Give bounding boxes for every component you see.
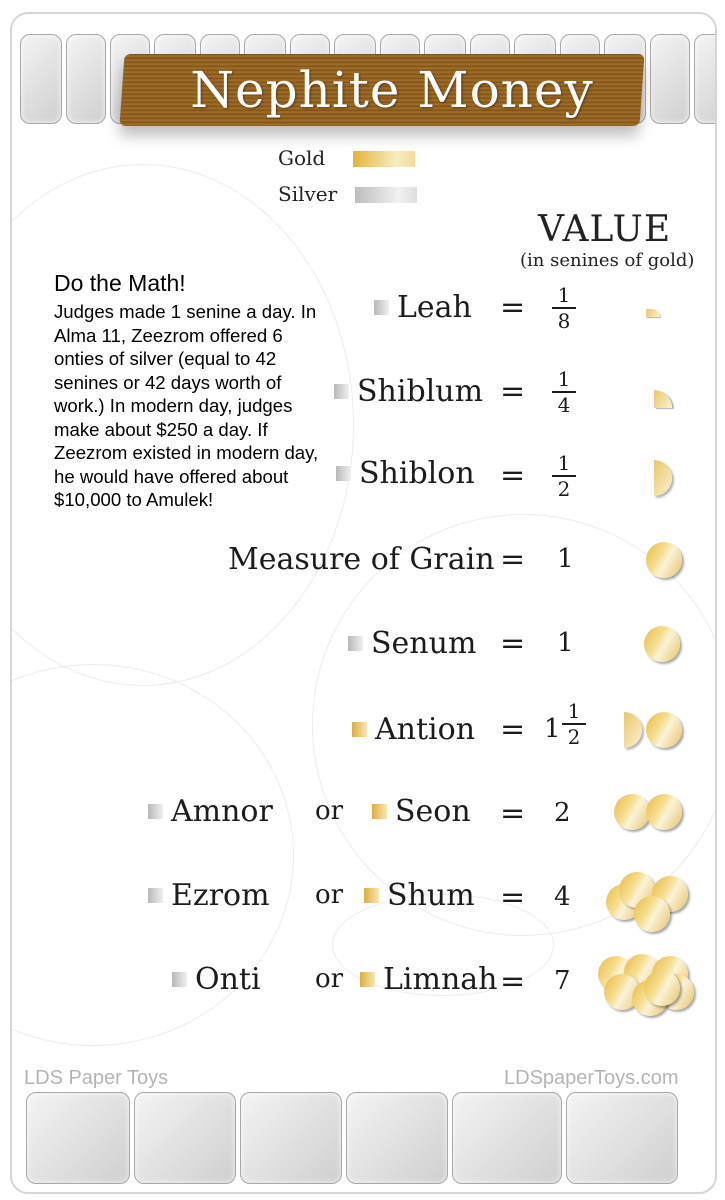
maya-glyph bbox=[566, 1092, 678, 1184]
fraction bbox=[552, 284, 576, 332]
value: 7 bbox=[554, 966, 571, 996]
value: 2 bbox=[554, 798, 571, 828]
silver-marker-icon bbox=[172, 972, 187, 987]
equals-sign: = bbox=[500, 290, 526, 325]
row-measure-of-grain bbox=[228, 534, 495, 584]
equals-sign: = bbox=[500, 626, 526, 661]
numerator: 1 bbox=[557, 283, 571, 307]
row-ezrom bbox=[148, 870, 270, 920]
numerator: 1 bbox=[557, 367, 571, 391]
silver-marker-icon bbox=[334, 384, 349, 399]
coin-name: Shiblon bbox=[359, 455, 475, 491]
maya-glyph bbox=[694, 34, 717, 124]
silver-marker-icon bbox=[336, 466, 351, 481]
numerator: 1 bbox=[557, 451, 571, 475]
row-senum bbox=[348, 618, 476, 668]
coin-name: Leah bbox=[397, 289, 472, 325]
gold-marker-icon bbox=[364, 888, 379, 903]
row-onti bbox=[172, 954, 261, 1004]
fraction bbox=[552, 368, 576, 416]
equals-sign: = bbox=[500, 880, 526, 915]
coin-name: Antion bbox=[375, 711, 476, 747]
or-connector: or bbox=[315, 880, 344, 910]
value-subheading: (in senines of gold) bbox=[520, 250, 695, 271]
denominator: 2 bbox=[557, 477, 571, 501]
coin-name: Shiblum bbox=[357, 373, 484, 409]
math-heading: Do the Math! bbox=[54, 270, 186, 296]
silver-marker-icon bbox=[348, 636, 363, 651]
equals-sign: = bbox=[500, 796, 526, 831]
footer-website[interactable]: LDSpaperToys.com bbox=[504, 1067, 679, 1089]
coin-quarter-icon bbox=[654, 390, 672, 408]
legend-silver-label: Silver bbox=[278, 182, 338, 206]
coin-icon bbox=[644, 626, 680, 662]
denominator: 2 bbox=[567, 725, 581, 749]
coin-name: Onti bbox=[195, 961, 261, 997]
row-amnor bbox=[148, 786, 273, 836]
value: 4 bbox=[554, 882, 571, 912]
maya-glyph bbox=[240, 1092, 342, 1184]
fraction bbox=[552, 452, 576, 500]
value: 1 bbox=[557, 628, 574, 658]
value-whole: 1 bbox=[544, 714, 561, 744]
maya-glyph bbox=[20, 34, 62, 124]
row-shiblum bbox=[334, 366, 483, 416]
denominator: 8 bbox=[557, 309, 571, 333]
coin-icon bbox=[614, 794, 650, 830]
maya-glyph bbox=[452, 1092, 562, 1184]
legend-gold-swatch bbox=[353, 151, 415, 167]
equals-sign: = bbox=[500, 964, 526, 999]
numerator: 1 bbox=[567, 699, 581, 723]
bottom-glyph-frieze bbox=[26, 1092, 678, 1184]
value-heading: VALUE bbox=[538, 209, 672, 250]
gold-marker-icon bbox=[360, 972, 375, 987]
coin-name: Senum bbox=[371, 625, 477, 661]
gold-marker-icon bbox=[352, 722, 367, 737]
row-shum bbox=[364, 870, 475, 920]
coin-icon bbox=[644, 970, 680, 1006]
coin-name: Shum bbox=[387, 877, 475, 913]
equals-sign: = bbox=[500, 374, 526, 409]
value: 1 bbox=[557, 544, 574, 574]
coin-icon bbox=[646, 542, 682, 578]
silver-marker-icon bbox=[148, 888, 163, 903]
maya-glyph bbox=[66, 34, 106, 124]
row-limnah bbox=[360, 954, 498, 1004]
coin-icon bbox=[646, 794, 682, 830]
equals-sign: = bbox=[500, 712, 526, 747]
footer-brand: LDS Paper Toys bbox=[24, 1067, 169, 1089]
fraction bbox=[562, 700, 586, 748]
silver-marker-icon bbox=[148, 804, 163, 819]
math-body: Judges made 1 senine a day. In Alma 11, Zeezrom offered 6 onties of silver (equal to 42 senines or 42 days worth of work.) In modern day, judges make about $250 a day. If Zeezrom existed in modern day, he would have offered about $10,000 to Amulek! bbox=[54, 301, 319, 510]
row-antion bbox=[352, 704, 475, 754]
row-shiblon bbox=[336, 448, 475, 498]
or-connector: or bbox=[315, 964, 344, 994]
denominator: 4 bbox=[557, 393, 571, 417]
equals-sign: = bbox=[500, 458, 526, 493]
maya-glyph bbox=[26, 1092, 130, 1184]
legend-gold-label: Gold bbox=[278, 146, 326, 170]
coin-name: Ezrom bbox=[171, 877, 270, 913]
gold-marker-icon bbox=[372, 804, 387, 819]
page-title: Nephite Money bbox=[190, 61, 594, 119]
or-connector: or bbox=[315, 796, 344, 826]
coin-icon bbox=[646, 712, 682, 748]
coin-name: Limnah bbox=[383, 961, 498, 997]
silver-marker-icon bbox=[374, 300, 389, 315]
coin-name: Measure of Grain bbox=[228, 541, 495, 577]
coin-eighth-icon bbox=[646, 309, 660, 317]
maya-glyph bbox=[346, 1092, 448, 1184]
row-seon bbox=[372, 786, 471, 836]
card bbox=[10, 12, 717, 1194]
row-leah bbox=[374, 282, 472, 332]
coin-name: Seon bbox=[395, 793, 471, 829]
maya-glyph bbox=[134, 1092, 236, 1184]
legend-silver-swatch bbox=[355, 187, 417, 203]
coin-name: Amnor bbox=[171, 793, 273, 829]
coin-half-icon bbox=[654, 460, 672, 496]
equals-sign: = bbox=[500, 542, 526, 577]
coin-icon bbox=[634, 896, 670, 932]
